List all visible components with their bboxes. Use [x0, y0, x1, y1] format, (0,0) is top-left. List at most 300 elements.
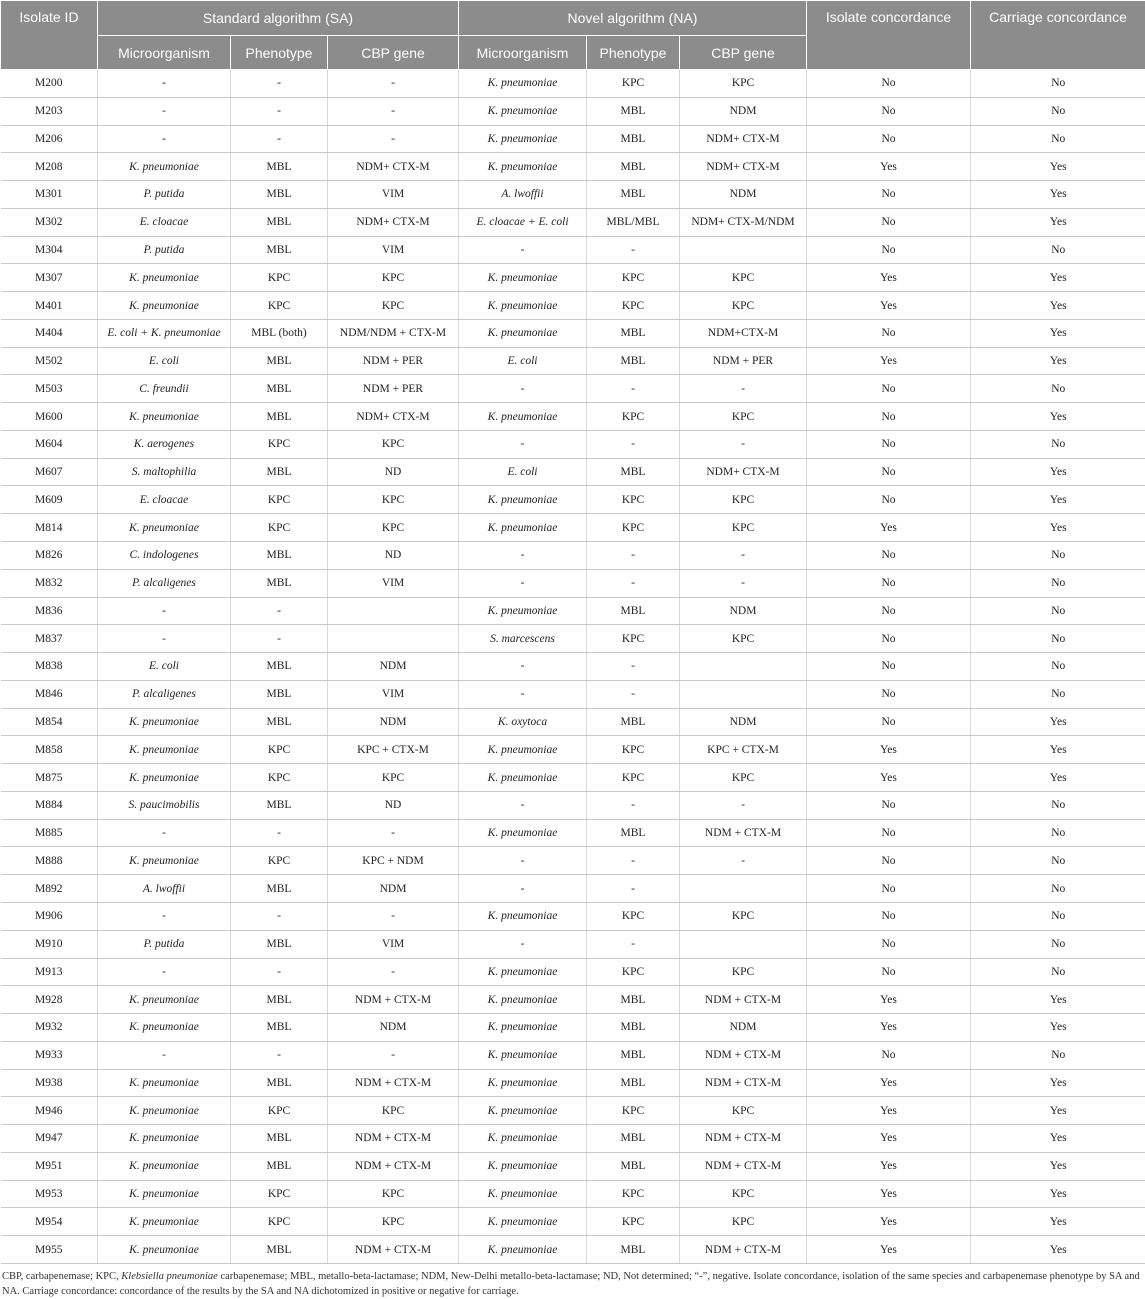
carriage-concordance-cell: No [971, 930, 1145, 958]
na-cbp-gene-cell [680, 875, 807, 903]
sa-cbp-gene-cell: NDM+ CTX-M [328, 403, 459, 431]
isolate-concordance-cell: Yes [807, 1180, 971, 1208]
isolate-id-cell: M206 [1, 125, 98, 153]
table-row [1, 847, 1145, 875]
sa-microorganism-cell: A. lwoffii [98, 875, 231, 903]
sa-phenotype-cell: KPC [231, 847, 328, 875]
header-isolate-id: Isolate ID [1, 1, 98, 70]
isolate-concordance-cell: No [807, 125, 971, 153]
na-microorganism-cell: K. pneumoniae [459, 958, 587, 986]
na-phenotype-cell: MBL [587, 1014, 680, 1042]
na-microorganism-cell: - [459, 569, 587, 597]
sa-phenotype-cell: KPC [231, 292, 328, 320]
sa-cbp-gene-cell: NDM + CTX-M [328, 1152, 459, 1180]
table-row [1, 875, 1145, 903]
isolate-concordance-cell: No [807, 875, 971, 903]
na-microorganism-cell: - [459, 653, 587, 681]
sa-microorganism-cell: - [98, 125, 231, 153]
na-phenotype-cell: KPC [587, 70, 680, 98]
sa-microorganism-cell: K. pneumoniae [98, 292, 231, 320]
na-microorganism-cell: K. pneumoniae [459, 736, 587, 764]
carriage-concordance-cell: No [971, 97, 1145, 125]
na-phenotype-cell: - [587, 236, 680, 264]
na-microorganism-cell: K. pneumoniae [459, 597, 587, 625]
na-cbp-gene-cell [680, 236, 807, 264]
sa-phenotype-cell: KPC [231, 264, 328, 292]
sa-microorganism-cell: K. pneumoniae [98, 764, 231, 792]
isolate-concordance-cell: No [807, 680, 971, 708]
header-sa-phenotype: Phenotype [231, 36, 328, 70]
sa-microorganism-cell: K. pneumoniae [98, 514, 231, 542]
sa-phenotype-cell: MBL [231, 347, 328, 375]
sa-phenotype-cell: MBL [231, 1069, 328, 1097]
isolate-concordance-cell: No [807, 625, 971, 653]
na-phenotype-cell: MBL [587, 153, 680, 181]
sa-phenotype-cell: KPC [231, 1180, 328, 1208]
na-microorganism-cell: - [459, 542, 587, 570]
table-row [1, 125, 1145, 153]
sa-cbp-gene-cell [328, 597, 459, 625]
sa-cbp-gene-cell: - [328, 819, 459, 847]
carriage-concordance-cell: No [971, 680, 1145, 708]
sa-cbp-gene-cell: - [328, 958, 459, 986]
sa-cbp-gene-cell: NDM + CTX-M [328, 1069, 459, 1097]
header-sa-cbp-gene: CBP gene [328, 36, 459, 70]
table-row [1, 986, 1145, 1014]
isolate-id-cell: M947 [1, 1125, 98, 1153]
table-row [1, 1125, 1145, 1153]
na-microorganism-cell: A. lwoffii [459, 181, 587, 209]
table-row [1, 208, 1145, 236]
isolate-id-cell: M932 [1, 1014, 98, 1042]
carriage-concordance-cell: No [971, 70, 1145, 98]
sa-cbp-gene-cell: NDM+ CTX-M [328, 153, 459, 181]
isolate-concordance-cell: No [807, 819, 971, 847]
na-cbp-gene-cell: KPC [680, 1097, 807, 1125]
carriage-concordance-cell: Yes [971, 181, 1145, 209]
na-phenotype-cell: KPC [587, 264, 680, 292]
na-cbp-gene-cell: KPC [680, 514, 807, 542]
header-na-phenotype: Phenotype [587, 36, 680, 70]
sa-cbp-gene-cell: VIM [328, 181, 459, 209]
na-phenotype-cell: - [587, 875, 680, 903]
isolate-id-cell: M200 [1, 70, 98, 98]
carriage-concordance-cell: Yes [971, 986, 1145, 1014]
carriage-concordance-cell: Yes [971, 514, 1145, 542]
carriage-concordance-cell: Yes [971, 264, 1145, 292]
carriage-concordance-cell: No [971, 847, 1145, 875]
na-cbp-gene-cell: - [680, 569, 807, 597]
na-microorganism-cell: K. pneumoniae [459, 1097, 587, 1125]
sa-microorganism-cell: K. pneumoniae [98, 736, 231, 764]
na-cbp-gene-cell: NDM + CTX-M [680, 1069, 807, 1097]
na-cbp-gene-cell: KPC [680, 1208, 807, 1236]
isolate-concordance-cell: No [807, 430, 971, 458]
na-microorganism-cell: K. pneumoniae [459, 153, 587, 181]
sa-phenotype-cell: - [231, 819, 328, 847]
na-microorganism-cell: K. pneumoniae [459, 1236, 587, 1264]
table-row [1, 264, 1145, 292]
isolate-id-cell: M884 [1, 791, 98, 819]
carriage-concordance-cell: Yes [971, 403, 1145, 431]
isolate-concordance-cell: No [807, 791, 971, 819]
table-row [1, 347, 1145, 375]
carriage-concordance-cell: No [971, 958, 1145, 986]
sa-microorganism-cell: K. pneumoniae [98, 1097, 231, 1125]
isolate-concordance-cell: Yes [807, 736, 971, 764]
sa-phenotype-cell: KPC [231, 486, 328, 514]
sa-phenotype-cell: KPC [231, 764, 328, 792]
sa-microorganism-cell: K. pneumoniae [98, 1125, 231, 1153]
table-row [1, 1014, 1145, 1042]
sa-phenotype-cell: MBL [231, 208, 328, 236]
na-microorganism-cell: - [459, 375, 587, 403]
isolate-id-cell: M951 [1, 1152, 98, 1180]
isolate-id-cell: M604 [1, 430, 98, 458]
na-cbp-gene-cell: KPC [680, 902, 807, 930]
na-cbp-gene-cell: NDM+CTX-M [680, 319, 807, 347]
na-cbp-gene-cell: - [680, 791, 807, 819]
sa-phenotype-cell: MBL [231, 403, 328, 431]
carriage-concordance-cell: Yes [971, 153, 1145, 181]
isolate-id-cell: M301 [1, 181, 98, 209]
header-na-cbp-gene: CBP gene [680, 36, 807, 70]
sa-cbp-gene-cell: NDM + CTX-M [328, 1125, 459, 1153]
sa-phenotype-cell: MBL [231, 653, 328, 681]
carriage-concordance-cell: No [971, 902, 1145, 930]
sa-microorganism-cell: P. putida [98, 236, 231, 264]
isolate-id-cell: M600 [1, 403, 98, 431]
isolate-concordance-cell: Yes [807, 292, 971, 320]
sa-phenotype-cell: - [231, 1041, 328, 1069]
na-microorganism-cell: - [459, 791, 587, 819]
footnote-part-a: CBP, carbapenemase; KPC, [2, 1271, 121, 1282]
sa-microorganism-cell: C. indologenes [98, 542, 231, 570]
isolate-concordance-cell: No [807, 847, 971, 875]
sa-microorganism-cell: K. pneumoniae [98, 1236, 231, 1264]
sa-cbp-gene-cell: - [328, 70, 459, 98]
table-row [1, 653, 1145, 681]
na-phenotype-cell: KPC [587, 486, 680, 514]
footnote-part-b: Klebsiella pneumoniae [121, 1271, 218, 1282]
carriage-concordance-cell: Yes [971, 1097, 1145, 1125]
carriage-concordance-cell: Yes [971, 319, 1145, 347]
sa-cbp-gene-cell: KPC [328, 430, 459, 458]
table-row [1, 625, 1145, 653]
isolate-concordance-cell: Yes [807, 1014, 971, 1042]
na-microorganism-cell: K. pneumoniae [459, 403, 587, 431]
table-row [1, 791, 1145, 819]
sa-microorganism-cell: K. aerogenes [98, 430, 231, 458]
isolate-concordance-cell: Yes [807, 1069, 971, 1097]
table-row [1, 181, 1145, 209]
isolate-id-cell: M953 [1, 1180, 98, 1208]
sa-cbp-gene-cell: VIM [328, 569, 459, 597]
sa-microorganism-cell: S. paucimobilis [98, 791, 231, 819]
isolate-concordance-cell: No [807, 958, 971, 986]
sa-microorganism-cell: K. pneumoniae [98, 847, 231, 875]
na-phenotype-cell: MBL [587, 986, 680, 1014]
na-cbp-gene-cell: NDM + CTX-M [680, 1236, 807, 1264]
carriage-concordance-cell: Yes [971, 292, 1145, 320]
na-cbp-gene-cell: NDM + CTX-M [680, 1125, 807, 1153]
table-row [1, 514, 1145, 542]
na-phenotype-cell: - [587, 375, 680, 403]
sa-cbp-gene-cell: KPC [328, 764, 459, 792]
na-phenotype-cell: MBL/MBL [587, 208, 680, 236]
table-row [1, 680, 1145, 708]
na-cbp-gene-cell [680, 680, 807, 708]
sa-phenotype-cell: - [231, 958, 328, 986]
isolate-concordance-cell: No [807, 902, 971, 930]
carriage-concordance-cell: No [971, 819, 1145, 847]
isolate-id-cell: M836 [1, 597, 98, 625]
isolate-id-cell: M910 [1, 930, 98, 958]
header-na-microorganism: Microorganism [459, 36, 587, 70]
carriage-concordance-cell: Yes [971, 486, 1145, 514]
na-cbp-gene-cell: KPC [680, 958, 807, 986]
na-microorganism-cell: K. pneumoniae [459, 986, 587, 1014]
na-phenotype-cell: MBL [587, 458, 680, 486]
na-microorganism-cell: K. pneumoniae [459, 1125, 587, 1153]
carriage-concordance-cell: Yes [971, 1152, 1145, 1180]
sa-phenotype-cell: - [231, 625, 328, 653]
sa-microorganism-cell: E. coli + K. pneumoniae [98, 319, 231, 347]
sa-phenotype-cell: KPC [231, 1208, 328, 1236]
na-phenotype-cell: MBL [587, 1069, 680, 1097]
carriage-concordance-cell: Yes [971, 1014, 1145, 1042]
sa-microorganism-cell: K. pneumoniae [98, 1152, 231, 1180]
table-row [1, 1041, 1145, 1069]
na-phenotype-cell: KPC [587, 292, 680, 320]
na-cbp-gene-cell [680, 930, 807, 958]
table-row [1, 486, 1145, 514]
sa-cbp-gene-cell: NDM [328, 708, 459, 736]
sa-cbp-gene-cell: - [328, 97, 459, 125]
isolate-concordance-cell: No [807, 458, 971, 486]
sa-microorganism-cell: K. pneumoniae [98, 1180, 231, 1208]
na-cbp-gene-cell: NDM+ CTX-M [680, 458, 807, 486]
isolate-concordance-cell: No [807, 208, 971, 236]
na-microorganism-cell: E. coli [459, 347, 587, 375]
carriage-concordance-cell: No [971, 430, 1145, 458]
footnote-part-c: carbapenemase; MBL, metallo-beta-lactamase; NDM, New-Delhi metallo-beta-lactamase; ND, Not determined; “-”, negative. Isolate concordance, isolation of the same species and carbapenemase phenotype by SA and NA. Carriage concordance: concordance of the results by the SA and NA dichotomized in positive or negative for carriage. [2, 1271, 1140, 1297]
carriage-concordance-cell: No [971, 125, 1145, 153]
na-microorganism-cell: - [459, 930, 587, 958]
sa-microorganism-cell: - [98, 625, 231, 653]
na-cbp-gene-cell: NDM+ CTX-M/NDM [680, 208, 807, 236]
sa-phenotype-cell: MBL [231, 1125, 328, 1153]
na-phenotype-cell: MBL [587, 1236, 680, 1264]
sa-microorganism-cell: P. putida [98, 930, 231, 958]
sa-phenotype-cell: - [231, 97, 328, 125]
isolate-id-cell: M913 [1, 958, 98, 986]
na-cbp-gene-cell [680, 653, 807, 681]
na-cbp-gene-cell: KPC [680, 70, 807, 98]
table-row [1, 375, 1145, 403]
sa-microorganism-cell: K. pneumoniae [98, 1069, 231, 1097]
na-microorganism-cell: K. pneumoniae [459, 292, 587, 320]
table-row [1, 97, 1145, 125]
isolate-id-cell: M609 [1, 486, 98, 514]
sa-cbp-gene-cell: NDM + PER [328, 375, 459, 403]
isolate-id-cell: M933 [1, 1041, 98, 1069]
carriage-concordance-cell: Yes [971, 736, 1145, 764]
sa-phenotype-cell: - [231, 597, 328, 625]
na-cbp-gene-cell: NDM + CTX-M [680, 986, 807, 1014]
isolate-id-cell: M307 [1, 264, 98, 292]
sa-cbp-gene-cell: NDM/NDM + CTX-M [328, 319, 459, 347]
header-carriage-concordance: Carriage concordance [971, 1, 1145, 70]
na-cbp-gene-cell: - [680, 430, 807, 458]
na-phenotype-cell: MBL [587, 347, 680, 375]
na-microorganism-cell: K. pneumoniae [459, 1014, 587, 1042]
na-phenotype-cell: KPC [587, 1208, 680, 1236]
sa-microorganism-cell: K. pneumoniae [98, 1208, 231, 1236]
na-cbp-gene-cell: - [680, 542, 807, 570]
sa-microorganism-cell: K. pneumoniae [98, 153, 231, 181]
table-row [1, 1208, 1145, 1236]
table-row [1, 542, 1145, 570]
isolate-concordance-cell: No [807, 542, 971, 570]
isolate-concordance-cell: No [807, 97, 971, 125]
carriage-concordance-cell: No [971, 569, 1145, 597]
carriage-concordance-cell: Yes [971, 1208, 1145, 1236]
sa-cbp-gene-cell: NDM [328, 875, 459, 903]
na-microorganism-cell: - [459, 847, 587, 875]
na-microorganism-cell: K. pneumoniae [459, 264, 587, 292]
header-novel-algorithm: Novel algorithm (NA) [459, 1, 807, 36]
sa-phenotype-cell: MBL [231, 1152, 328, 1180]
sa-cbp-gene-cell: - [328, 902, 459, 930]
na-phenotype-cell: - [587, 930, 680, 958]
na-microorganism-cell: K. pneumoniae [459, 319, 587, 347]
sa-cbp-gene-cell: NDM [328, 1014, 459, 1042]
isolate-id-cell: M203 [1, 97, 98, 125]
na-phenotype-cell: - [587, 847, 680, 875]
na-microorganism-cell: K. pneumoniae [459, 125, 587, 153]
na-cbp-gene-cell: KPC [680, 764, 807, 792]
table-row [1, 292, 1145, 320]
carriage-concordance-cell: Yes [971, 458, 1145, 486]
isolate-concordance-cell: Yes [807, 764, 971, 792]
sa-microorganism-cell: C. freundii [98, 375, 231, 403]
table-row [1, 902, 1145, 930]
na-cbp-gene-cell: KPC [680, 292, 807, 320]
sa-phenotype-cell: MBL (both) [231, 319, 328, 347]
na-cbp-gene-cell: NDM [680, 97, 807, 125]
na-cbp-gene-cell: NDM [680, 181, 807, 209]
sa-cbp-gene-cell: NDM + PER [328, 347, 459, 375]
sa-cbp-gene-cell: NDM [328, 653, 459, 681]
na-microorganism-cell: K. pneumoniae [459, 764, 587, 792]
na-microorganism-cell: - [459, 875, 587, 903]
na-microorganism-cell: K. pneumoniae [459, 1208, 587, 1236]
na-microorganism-cell: E. coli [459, 458, 587, 486]
na-cbp-gene-cell: - [680, 375, 807, 403]
na-microorganism-cell: K. oxytoca [459, 708, 587, 736]
na-cbp-gene-cell: NDM [680, 1014, 807, 1042]
sa-phenotype-cell: KPC [231, 1097, 328, 1125]
table-row [1, 153, 1145, 181]
carriage-concordance-cell: No [971, 236, 1145, 264]
na-phenotype-cell: - [587, 653, 680, 681]
isolate-id-cell: M854 [1, 708, 98, 736]
isolate-concordance-cell: No [807, 70, 971, 98]
na-cbp-gene-cell: KPC [680, 264, 807, 292]
isolate-concordance-cell: Yes [807, 1097, 971, 1125]
isolate-id-cell: M955 [1, 1236, 98, 1264]
isolate-id-cell: M607 [1, 458, 98, 486]
sa-phenotype-cell: KPC [231, 736, 328, 764]
sa-microorganism-cell: - [98, 958, 231, 986]
na-cbp-gene-cell: NDM + CTX-M [680, 1152, 807, 1180]
carriage-concordance-cell: Yes [971, 1125, 1145, 1153]
sa-cbp-gene-cell: KPC [328, 1097, 459, 1125]
na-microorganism-cell: K. pneumoniae [459, 902, 587, 930]
isolate-id-cell: M302 [1, 208, 98, 236]
isolate-id-cell: M838 [1, 653, 98, 681]
table-row [1, 1180, 1145, 1208]
na-phenotype-cell: MBL [587, 1125, 680, 1153]
isolate-id-cell: M814 [1, 514, 98, 542]
sa-phenotype-cell: MBL [231, 1236, 328, 1264]
sa-microorganism-cell: - [98, 70, 231, 98]
sa-cbp-gene-cell: KPC + CTX-M [328, 736, 459, 764]
na-phenotype-cell: MBL [587, 1152, 680, 1180]
na-microorganism-cell: K. pneumoniae [459, 1069, 587, 1097]
carriage-concordance-cell: Yes [971, 1180, 1145, 1208]
isolate-concordance-cell: No [807, 653, 971, 681]
sa-cbp-gene-cell: ND [328, 458, 459, 486]
carriage-concordance-cell: Yes [971, 708, 1145, 736]
na-cbp-gene-cell: NDM + PER [680, 347, 807, 375]
isolate-id-cell: M208 [1, 153, 98, 181]
isolate-id-cell: M832 [1, 569, 98, 597]
na-phenotype-cell: - [587, 680, 680, 708]
sa-microorganism-cell: K. pneumoniae [98, 708, 231, 736]
carriage-concordance-cell: Yes [971, 1236, 1145, 1264]
isolate-id-cell: M404 [1, 319, 98, 347]
na-phenotype-cell: KPC [587, 736, 680, 764]
sa-microorganism-cell: P. alcaligenes [98, 680, 231, 708]
na-cbp-gene-cell: NDM [680, 708, 807, 736]
isolate-id-cell: M938 [1, 1069, 98, 1097]
isolate-concordance-cell: Yes [807, 986, 971, 1014]
isolate-id-cell: M837 [1, 625, 98, 653]
sa-phenotype-cell: MBL [231, 680, 328, 708]
carriage-concordance-cell: Yes [971, 764, 1145, 792]
isolate-concordance-cell: No [807, 236, 971, 264]
sa-cbp-gene-cell: VIM [328, 680, 459, 708]
isolate-id-cell: M885 [1, 819, 98, 847]
sa-microorganism-cell: - [98, 819, 231, 847]
carriage-concordance-cell: No [971, 375, 1145, 403]
na-phenotype-cell: KPC [587, 902, 680, 930]
sa-phenotype-cell: MBL [231, 708, 328, 736]
table-body [1, 70, 1145, 1264]
na-phenotype-cell: - [587, 430, 680, 458]
sa-cbp-gene-cell: KPC [328, 514, 459, 542]
table-row [1, 708, 1145, 736]
sa-cbp-gene-cell: ND [328, 791, 459, 819]
na-microorganism-cell: K. pneumoniae [459, 486, 587, 514]
sa-microorganism-cell: - [98, 97, 231, 125]
sa-phenotype-cell: MBL [231, 542, 328, 570]
na-cbp-gene-cell: NDM+ CTX-M [680, 125, 807, 153]
na-microorganism-cell: - [459, 680, 587, 708]
carriage-concordance-cell: No [971, 875, 1145, 903]
